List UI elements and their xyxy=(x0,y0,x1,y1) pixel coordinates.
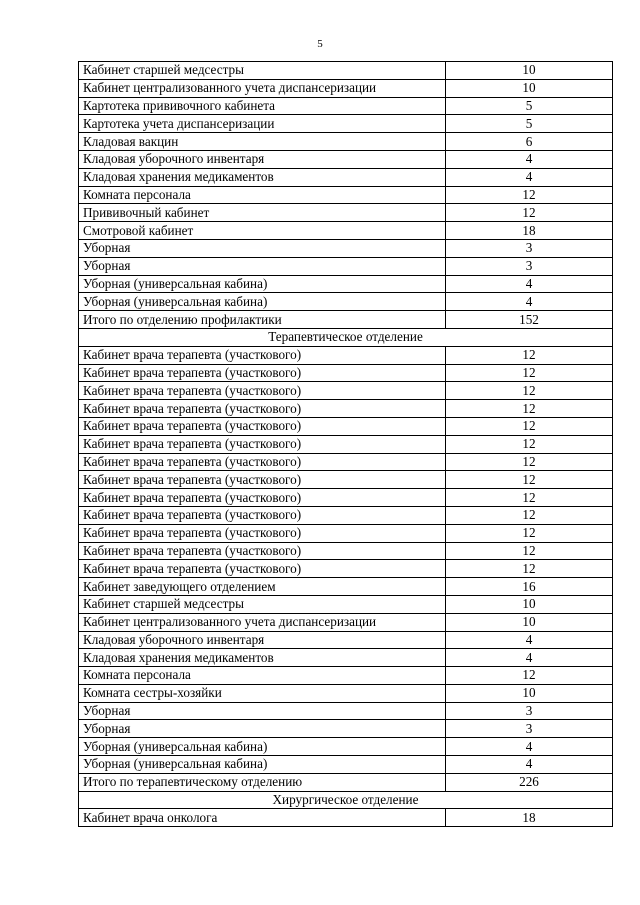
table-row xyxy=(79,542,613,560)
room-name-cell: Прививочный кабинет xyxy=(79,204,446,222)
room-area-cell: 18 xyxy=(446,222,613,240)
room-name-cell: Картотека учета диспансеризации xyxy=(79,115,446,133)
room-name-cell: Кабинет старшей медсестры xyxy=(79,62,446,80)
room-area-cell: 4 xyxy=(446,293,613,311)
table-row xyxy=(79,702,613,720)
table-row xyxy=(79,204,613,222)
room-area-cell: 12 xyxy=(446,417,613,435)
room-name-cell: Уборная (универсальная кабина) xyxy=(79,275,446,293)
table-row xyxy=(79,311,613,329)
table-row xyxy=(79,453,613,471)
room-name-cell: Уборная xyxy=(79,239,446,257)
room-name-cell: Кабинет заведующего отделением xyxy=(79,578,446,596)
table-row xyxy=(79,667,613,685)
room-area-cell: 10 xyxy=(446,62,613,80)
room-name-cell: Комната сестры-хозяйки xyxy=(79,684,446,702)
room-area-cell: 12 xyxy=(446,346,613,364)
room-area-cell: 4 xyxy=(446,756,613,774)
table-row xyxy=(79,382,613,400)
room-name-cell: Кабинет врача терапевта (участкового) xyxy=(79,364,446,382)
table-row xyxy=(79,613,613,631)
table-row xyxy=(79,364,613,382)
room-area-cell: 4 xyxy=(446,631,613,649)
room-area-cell: 12 xyxy=(446,400,613,418)
room-area-cell: 3 xyxy=(446,720,613,738)
room-name-cell: Кабинет врача терапевта (участкового) xyxy=(79,560,446,578)
table-row xyxy=(79,222,613,240)
room-area-cell: 12 xyxy=(446,489,613,507)
table-row xyxy=(79,756,613,774)
table-row xyxy=(79,578,613,596)
room-area-cell: 4 xyxy=(446,275,613,293)
room-area-cell: 12 xyxy=(446,524,613,542)
table-row xyxy=(79,115,613,133)
room-name-cell: Кабинет врача терапевта (участкового) xyxy=(79,471,446,489)
room-name-cell: Комната персонала xyxy=(79,186,446,204)
table-row xyxy=(79,133,613,151)
room-area-cell: 5 xyxy=(446,115,613,133)
table-row xyxy=(79,809,613,827)
page-number: 5 xyxy=(317,38,323,50)
room-name-cell: Кабинет врача терапевта (участкового) xyxy=(79,382,446,400)
section-header-row xyxy=(79,791,613,809)
room-name-cell: Уборная xyxy=(79,702,446,720)
table-row xyxy=(79,168,613,186)
table-row xyxy=(79,257,613,275)
room-name-cell: Картотека прививочного кабинета xyxy=(79,97,446,115)
room-name-cell: Кладовая хранения медикаментов xyxy=(79,649,446,667)
room-area-cell: 226 xyxy=(446,773,613,791)
room-name-cell: Кабинет врача терапевта (участкового) xyxy=(79,524,446,542)
table-row xyxy=(79,417,613,435)
room-name-cell: Итого по терапевтическому отделению xyxy=(79,773,446,791)
room-area-cell: 10 xyxy=(446,613,613,631)
table-row xyxy=(79,293,613,311)
room-area-cell: 6 xyxy=(446,133,613,151)
room-area-cell: 12 xyxy=(446,382,613,400)
section-title: Хирургическое отделение xyxy=(79,791,613,809)
room-area-cell: 12 xyxy=(446,471,613,489)
room-name-cell: Кабинет врача онколога xyxy=(79,809,446,827)
table-row xyxy=(79,773,613,791)
room-name-cell: Уборная xyxy=(79,720,446,738)
room-name-cell: Уборная (универсальная кабина) xyxy=(79,738,446,756)
table-row xyxy=(79,524,613,542)
room-area-cell: 12 xyxy=(446,560,613,578)
rooms-table-body xyxy=(79,62,613,827)
room-name-cell: Смотровой кабинет xyxy=(79,222,446,240)
room-name-cell: Уборная (универсальная кабина) xyxy=(79,756,446,774)
room-name-cell: Кладовая хранения медикаментов xyxy=(79,168,446,186)
table-row xyxy=(79,186,613,204)
room-name-cell: Кабинет врача терапевта (участкового) xyxy=(79,506,446,524)
room-name-cell: Кабинет врача терапевта (участкового) xyxy=(79,435,446,453)
table-row xyxy=(79,79,613,97)
room-area-cell: 12 xyxy=(446,435,613,453)
room-area-cell: 4 xyxy=(446,150,613,168)
room-name-cell: Кабинет врача терапевта (участкового) xyxy=(79,453,446,471)
room-name-cell: Уборная (универсальная кабина) xyxy=(79,293,446,311)
table-row xyxy=(79,631,613,649)
table-row xyxy=(79,435,613,453)
table-row xyxy=(79,346,613,364)
room-area-cell: 12 xyxy=(446,506,613,524)
room-name-cell: Комната персонала xyxy=(79,667,446,685)
room-area-cell: 18 xyxy=(446,809,613,827)
room-area-cell: 10 xyxy=(446,595,613,613)
table-row xyxy=(79,489,613,507)
table-row xyxy=(79,560,613,578)
room-area-cell: 3 xyxy=(446,702,613,720)
room-area-cell: 4 xyxy=(446,168,613,186)
table-row xyxy=(79,506,613,524)
room-name-cell: Кабинет врача терапевта (участкового) xyxy=(79,400,446,418)
table-row xyxy=(79,400,613,418)
table-row xyxy=(79,275,613,293)
room-name-cell: Кабинет врача терапевта (участкового) xyxy=(79,542,446,560)
room-area-cell: 152 xyxy=(446,311,613,329)
table-row xyxy=(79,471,613,489)
room-name-cell: Кабинет врача терапевта (участкового) xyxy=(79,489,446,507)
table-row xyxy=(79,738,613,756)
room-area-cell: 12 xyxy=(446,204,613,222)
table-row xyxy=(79,649,613,667)
room-name-cell: Кабинет старшей медсестры xyxy=(79,595,446,613)
room-area-cell: 4 xyxy=(446,738,613,756)
room-area-cell: 12 xyxy=(446,667,613,685)
room-area-cell: 10 xyxy=(446,79,613,97)
room-area-cell: 12 xyxy=(446,364,613,382)
section-header-row xyxy=(79,328,613,346)
table-row xyxy=(79,239,613,257)
room-area-cell: 3 xyxy=(446,257,613,275)
room-area-cell: 5 xyxy=(446,97,613,115)
room-area-cell: 16 xyxy=(446,578,613,596)
rooms-table xyxy=(78,61,613,827)
room-area-cell: 3 xyxy=(446,239,613,257)
room-area-cell: 12 xyxy=(446,186,613,204)
room-name-cell: Кабинет врача терапевта (участкового) xyxy=(79,417,446,435)
table-row xyxy=(79,97,613,115)
room-area-cell: 10 xyxy=(446,684,613,702)
room-name-cell: Кабинет врача терапевта (участкового) xyxy=(79,346,446,364)
section-title: Терапевтическое отделение xyxy=(79,328,613,346)
room-name-cell: Кабинет централизованного учета диспансеризации xyxy=(79,79,446,97)
room-name-cell: Кладовая вакцин xyxy=(79,133,446,151)
room-name-cell: Итого по отделению профилактики xyxy=(79,311,446,329)
room-area-cell: 12 xyxy=(446,453,613,471)
table-row xyxy=(79,150,613,168)
table-row xyxy=(79,720,613,738)
room-name-cell: Кабинет централизованного учета диспансеризации xyxy=(79,613,446,631)
table-row xyxy=(79,62,613,80)
room-name-cell: Кладовая уборочного инвентаря xyxy=(79,631,446,649)
room-name-cell: Уборная xyxy=(79,257,446,275)
room-area-cell: 12 xyxy=(446,542,613,560)
room-area-cell: 4 xyxy=(446,649,613,667)
table-row xyxy=(79,684,613,702)
table-row xyxy=(79,595,613,613)
room-name-cell: Кладовая уборочного инвентаря xyxy=(79,150,446,168)
